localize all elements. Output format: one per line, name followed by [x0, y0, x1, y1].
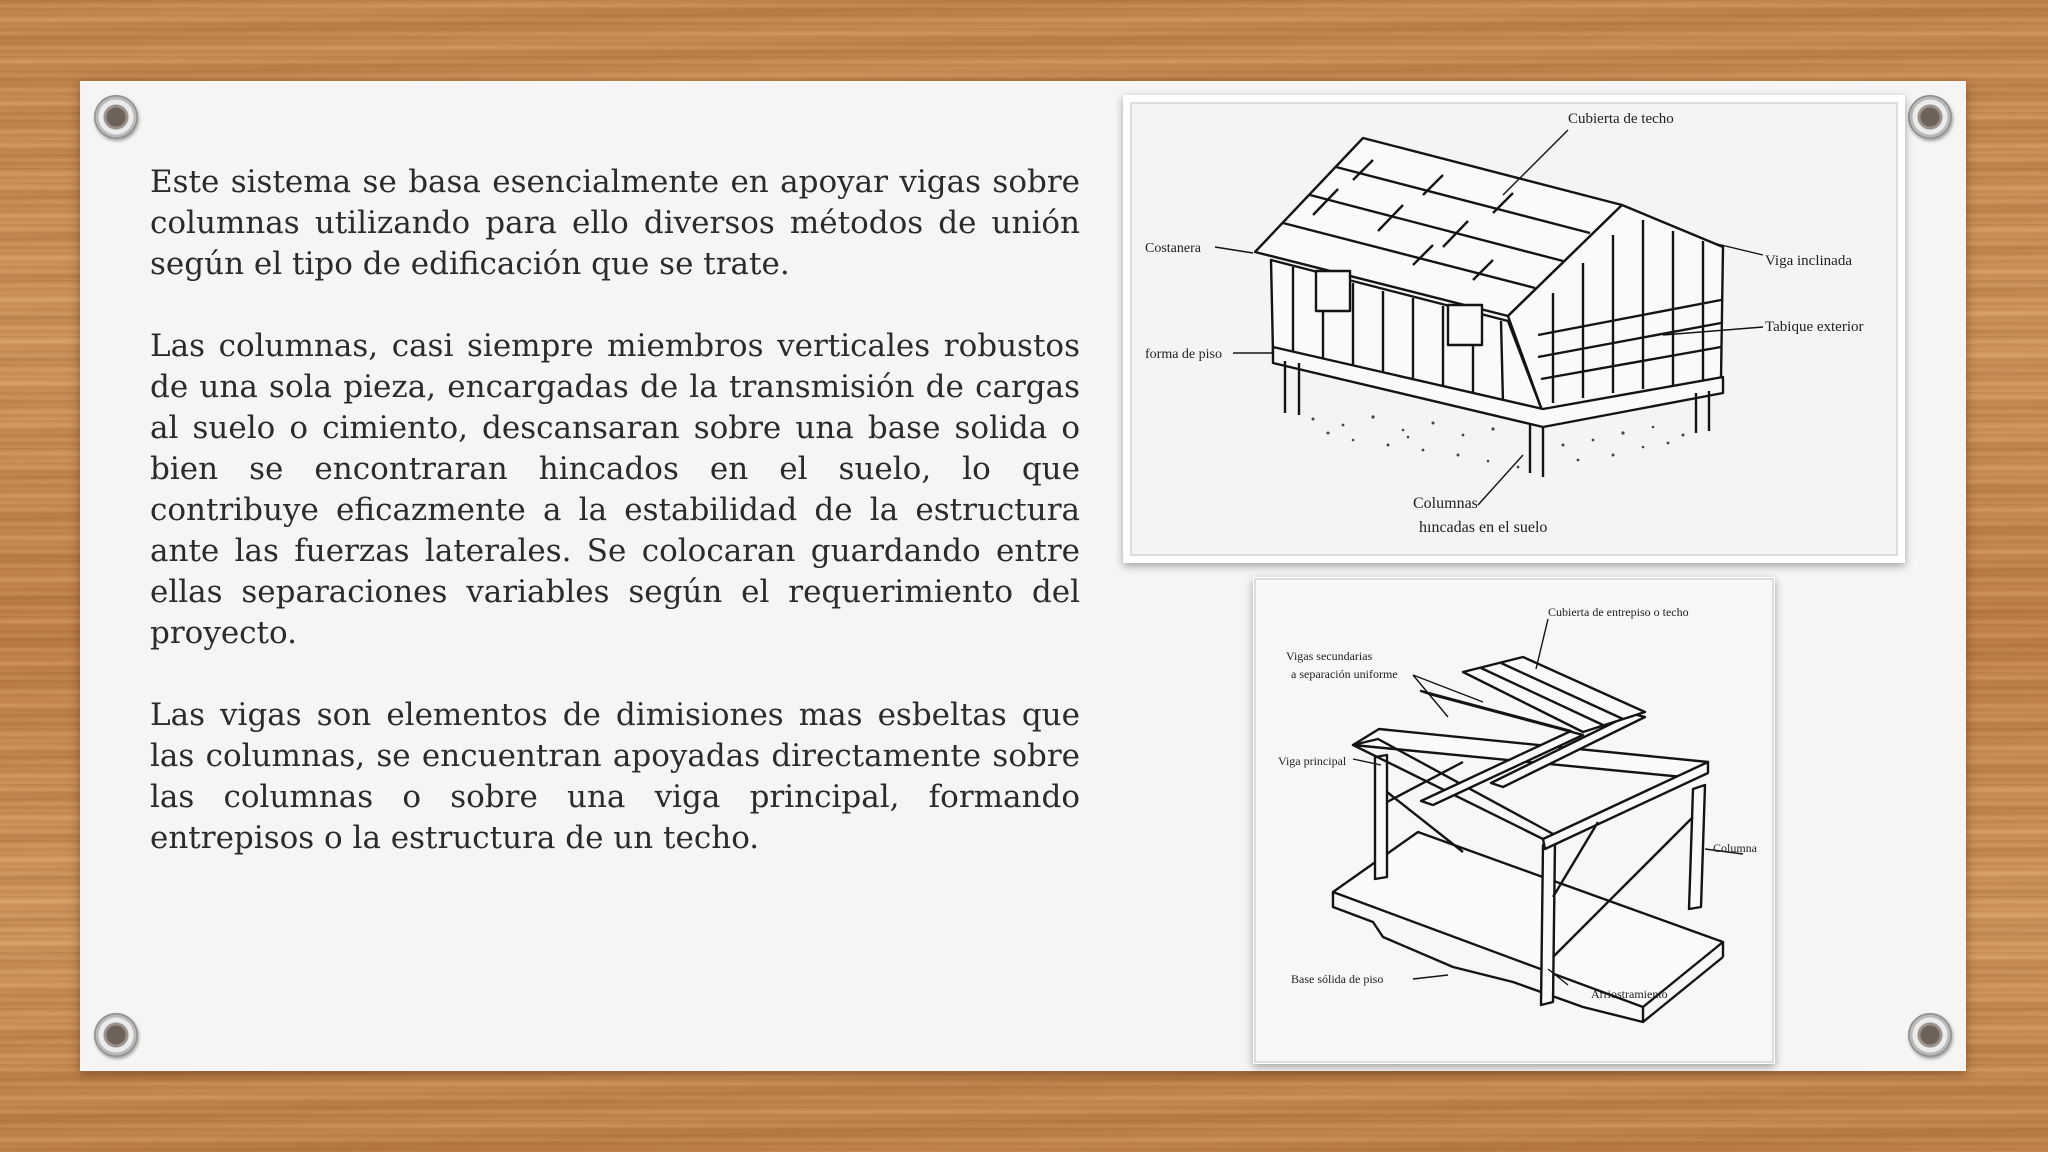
label-columns: Columnas [1413, 495, 1478, 512]
label-bracing: Arriostramiento [1591, 987, 1668, 1001]
paragraph-columns: Las columnas, casi siempre miembros verticales robustos de una sola pieza, encargadas de la transmisión de cargas al suelo o cimiento, descansaran sobre una base solida o bien se encontraran hincados en el suelo, lo que contribuye eficazmente a la estabilidad de la estructura ante las fuerzas laterales. Se colocaran guardando entre ellas separaciones variables según el requerimiento del proyecto. [150, 328, 1080, 651]
label-secondary-beams: Vigas secundarias [1286, 649, 1373, 663]
house-diagram [1123, 95, 1905, 563]
grommet-top-right-icon [1908, 95, 1952, 139]
label-roof: Cubierta de techo [1568, 111, 1674, 127]
body-text [150, 162, 1080, 900]
label-columns-driven: hıncadas en el suelo [1419, 519, 1548, 536]
grommet-top-left-icon [94, 95, 138, 139]
label-floor: forma de piso [1145, 347, 1222, 362]
label-wall: Tabique exterior [1765, 319, 1864, 335]
label-main-beam: Viga principal [1278, 754, 1347, 768]
grommet-bottom-right-icon [1908, 1013, 1952, 1057]
paragraph-intro: Este sistema se basa esencialmente en apoyar vigas sobre columnas utilizando para ello diversos métodos de unión según el tipo de edificación que se trate. [150, 164, 1080, 282]
label-column: Columna [1713, 841, 1757, 855]
house-drawing [1123, 95, 1905, 563]
frame-drawing [1253, 577, 1775, 1064]
paragraph-beams: Las vigas son elementos de dimisiones mas esbeltas que las columnas, se encuentran apoyadas directamente sobre las columnas o sobre una viga principal, formando entrepisos o la estructura de un techo. [150, 697, 1080, 856]
label-purlin: Costanera [1145, 241, 1201, 256]
frame-diagram [1253, 577, 1775, 1064]
label-base: Base sólida de piso [1291, 972, 1384, 986]
grommet-bottom-left-icon [94, 1013, 138, 1057]
label-rafter: Viga inclinada [1765, 253, 1852, 269]
label-uniform-spacing: a separación uniforme [1291, 667, 1398, 681]
label-deck: Cubierta de entrepiso o techo [1548, 605, 1689, 619]
